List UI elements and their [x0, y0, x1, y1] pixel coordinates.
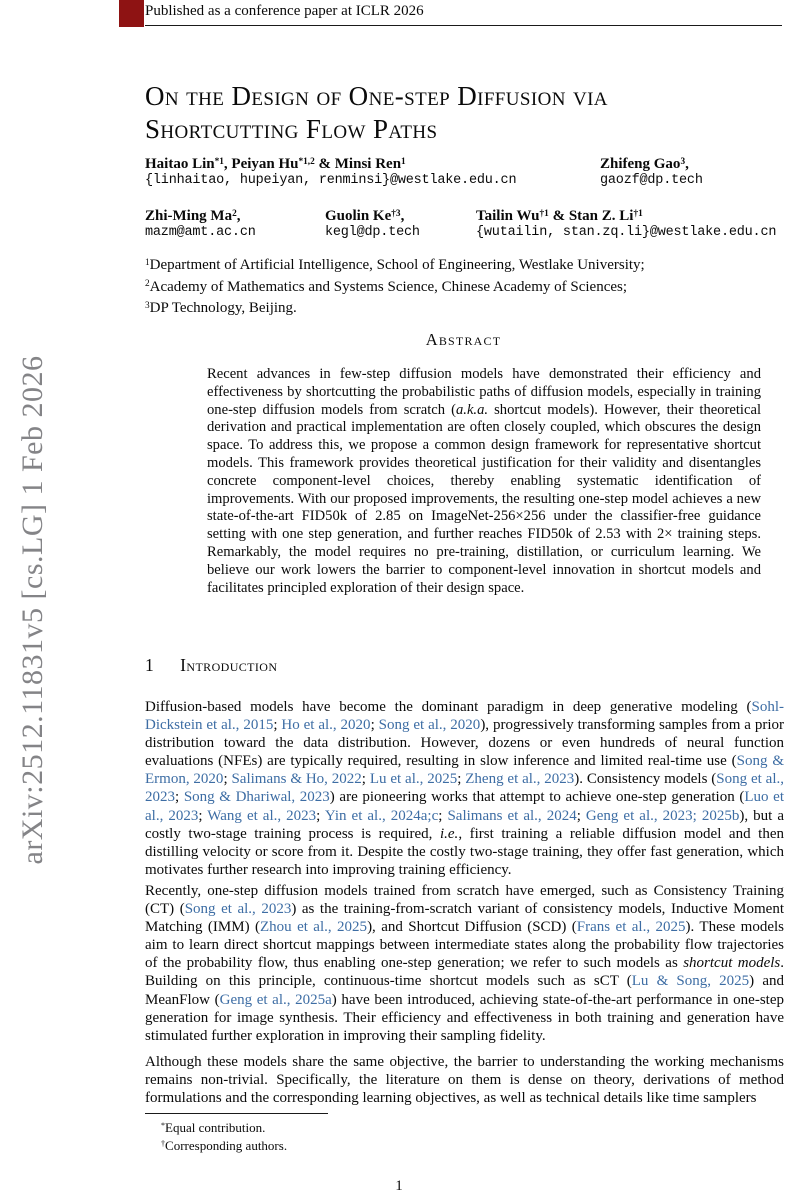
text-segment: ), but a costly two-stage training process is required, — [145, 807, 784, 842]
citation-link[interactable]: Zheng et al., 2023 — [465, 771, 575, 788]
author-emails: {linhaitao, hupeiyan, renminsi}@westlake.edu.cn — [145, 173, 517, 188]
citation-link[interactable]: Luo et al., 2023 — [145, 789, 784, 824]
author-names — [600, 156, 703, 173]
footnote-rule — [145, 1113, 328, 1114]
text-segment: ; — [438, 807, 448, 824]
published-header: Published as a conference paper at ICLR 2026 — [145, 3, 424, 19]
paper-title-line1: On the Design of One-step Diffusion via — [145, 81, 608, 111]
affiliation-text: Academy of Mathematics and Systems Science, Chinese Academy of Sciences; — [149, 278, 628, 295]
superscript-text: †1 — [633, 208, 643, 219]
footnote-marker: † — [161, 1139, 166, 1149]
citation-link[interactable]: Frans et al., 2025 — [576, 919, 686, 936]
affiliation-text: Department of Artificial Intelligence, School of Engineering, Westlake University; — [149, 257, 645, 273]
text-segment: , — [236, 208, 241, 224]
citation-link[interactable]: Lu & Song, 2025 — [631, 973, 750, 990]
text-segment: , first training a reliable diffusion model and then distilling velocity or score from it. Despite the costly two-stage training, they offer fast generation, which motivates further research into improving training efficiency. — [145, 825, 784, 878]
intro-paragraph-3 — [145, 1053, 784, 1107]
header-rule — [145, 25, 782, 26]
citation-link[interactable]: Yin et al., 2024a;c — [324, 807, 439, 824]
text-segment: ; — [273, 717, 282, 734]
section-title: Introduction — [180, 655, 278, 675]
text-segment: ) and MeanFlow ( — [145, 973, 784, 1008]
text-segment: ) as the training-from-scratch variant of consistency models, Inductive Moment Matching (IMM) ( — [145, 901, 784, 936]
affiliation-line — [145, 299, 785, 321]
author-block-3 — [145, 208, 256, 240]
author-block-1 — [145, 156, 516, 188]
text-segment: ; — [576, 807, 586, 824]
footnote-text: Corresponding authors. — [165, 1138, 288, 1153]
citation-link[interactable]: Ho et al., 2020 — [281, 717, 371, 734]
text-segment: ; — [361, 771, 370, 788]
abstract-heading: Abstract — [425, 330, 502, 349]
intro-paragraph-2 — [145, 882, 784, 1045]
text-segment: Recent advances in few-step diffusion models have demonstrated their efficiency and effectiveness by shortcutting the probabilistic paths of diffusion models, especially in training one-step diffusion models from scratch ( — [207, 366, 761, 418]
red-marker — [119, 0, 144, 27]
citation-link[interactable]: Song et al., 2023 — [184, 901, 292, 918]
paper-title — [145, 80, 795, 146]
text-segment: Zhifeng Gao — [600, 156, 681, 172]
superscript-text: 3 — [680, 156, 686, 167]
superscript-text: 2 — [232, 208, 237, 219]
superscript-text: *1 — [214, 156, 224, 167]
text-segment: ; — [457, 771, 466, 788]
page-number: 1 — [395, 1178, 403, 1194]
author-emails: kegl@dp.tech — [325, 225, 420, 240]
footnote-corresponding-authors — [145, 1137, 775, 1157]
text-segment: , — [400, 208, 405, 224]
author-names — [476, 208, 776, 225]
author-block-4 — [325, 208, 420, 240]
text-segment: ; — [370, 717, 379, 734]
text-segment: Guolin Ke — [325, 208, 392, 224]
citation-link[interactable]: Geng et al., 2023; 2025b — [585, 807, 740, 824]
affiliation-text: DP Technology, Beijing. — [149, 300, 297, 316]
text-segment: ), and Shortcut Diffusion (SCD) ( — [367, 919, 577, 936]
affiliations — [145, 256, 785, 321]
text-segment: , — [685, 156, 689, 172]
author-names — [145, 156, 516, 173]
footnote-marker: * — [161, 1121, 166, 1131]
affiliation-sup: 1 — [145, 257, 150, 268]
text-segment: & Stan Z. Li — [548, 208, 634, 224]
text-segment: ). Consistency models ( — [574, 771, 717, 788]
text-segment: Tailin Wu — [476, 208, 540, 224]
author-emails: mazm@amt.ac.cn — [145, 225, 256, 240]
affiliation-line — [145, 256, 785, 278]
section-heading-introduction — [145, 655, 277, 676]
text-segment: i.e. — [439, 825, 459, 842]
citation-link[interactable]: Song et al., 2023 — [145, 771, 784, 806]
arxiv-watermark: arXiv:2512.11831v5 [cs.LG] 1 Feb 2026 — [16, 355, 49, 865]
author-emails: {wutailin, stan.zq.li}@westlake.edu.cn — [476, 225, 777, 240]
text-segment: shortcut models — [683, 955, 781, 972]
text-segment: ; — [223, 771, 232, 788]
text-segment: . Building on this principle, continuous-time shortcut models such as sCT ( — [145, 955, 784, 990]
text-segment: ; — [175, 789, 184, 806]
text-segment: ; — [316, 807, 325, 824]
text-segment: Although these models share the same objective, the barrier to understanding the working mechanisms remains non-trivial. Specifically, the literature on them is dense on theory, derivations of method formulations and the corresponding learning objectives, as well as technical details like time samplers — [145, 1054, 784, 1107]
text-segment: shortcut models). However, their theoretical derivation and practical implementation are often closely coupled, which obscures the design space. To address this, we propose a common design framework for representative shortcut models. This framework provides theoretical justification for their validity and disentangles concrete component-level choices, thereby enabling systematic identification of improvements. With our proposed improvements, the resulting one-step model achieves a new state-of-the-art FID50k of 2.85 on ImageNet-256×256 under the classifier-free guidance setting with one step generation, and further reaches FID50k of 2.53 with 2× training steps. Remarkably, the model requires no pre-training, distillation, or curriculum learning. We believe our work lowers the barrier to component-level innovation in shortcut models and facilitates principled exploration of their design space. — [207, 401, 761, 596]
text-segment: a.k.a. — [456, 401, 489, 418]
text-segment: ; — [198, 807, 208, 824]
footnote-text: Equal contribution. — [165, 1120, 266, 1135]
citation-link[interactable]: Song & Dhariwal, 2023 — [183, 789, 330, 806]
citation-link[interactable]: Geng et al., 2025a — [219, 991, 332, 1008]
affiliation-sup: 2 — [145, 279, 150, 290]
citation-link[interactable]: Sohl-Dickstein et al., 2015 — [145, 699, 784, 734]
text-segment: Peiyan Hu — [231, 156, 299, 172]
superscript-text: †3 — [391, 208, 401, 219]
text-segment: Diffusion-based models have become the dominant paradigm in deep generative modeling ( — [145, 699, 752, 715]
citation-link[interactable]: Zhou et al., 2025 — [259, 919, 368, 936]
text-segment: ) are pioneering works that attempt to achieve one-step generation ( — [329, 789, 745, 806]
author-names — [145, 208, 256, 225]
author-block-2 — [600, 156, 703, 188]
citation-link[interactable]: Song & Ermon, 2020 — [145, 753, 785, 788]
text-segment: ), progressively transforming samples from a prior distribution toward the data distribution. However, dozens or even hundreds of neural function evaluations (NFEs) are typically required, resulting in slow inference and limited real-time use ( — [145, 717, 785, 770]
superscript-text: 1 — [401, 156, 406, 167]
author-block-5 — [476, 208, 776, 240]
superscript-text: †1 — [539, 208, 549, 219]
affiliation-sup: 3 — [145, 300, 150, 311]
citation-link[interactable]: Salimans & Ho, 2022 — [231, 771, 362, 788]
footnote-equal-contribution — [145, 1119, 775, 1139]
author-names — [325, 208, 420, 225]
citation-link[interactable]: Wang et al., 2023 — [207, 807, 317, 824]
text-segment: ) have been introduced, achieving state-of-the-art performance in one-step generation for image synthesis. Their efficiency and effectiveness in both training and generation have stimulated further exploration in improving their sampling fidelity. — [145, 991, 784, 1044]
text-segment: Zhi-Ming Ma — [145, 208, 233, 224]
text-segment: , — [223, 156, 232, 172]
section-number: 1 — [145, 655, 155, 675]
text-segment: ). These models aim to learn direct shortcut mappings between intermediate states along the probability flow trajectories of the probability flow, thus enabling one-step generation; we refer to such models as — [145, 919, 784, 972]
citation-link[interactable]: Salimans et al., 2024 — [447, 807, 577, 824]
text-segment: & Minsi Ren — [314, 156, 402, 172]
paper-title-line2: Shortcutting Flow Paths — [145, 114, 438, 144]
author-emails: gaozf@dp.tech — [600, 173, 703, 188]
text-segment: Recently, one-step diffusion models trained from scratch have emerged, such as Consistency Training (CT) ( — [145, 883, 784, 918]
citation-link[interactable]: Lu et al., 2025 — [369, 771, 458, 788]
intro-paragraph-1 — [145, 698, 784, 879]
abstract-text — [207, 366, 761, 597]
text-segment: Haitao Lin — [145, 156, 215, 172]
citation-link[interactable]: Song et al., 2020 — [378, 717, 481, 734]
affiliation-line — [145, 278, 785, 300]
superscript-text: *1,2 — [298, 156, 315, 167]
